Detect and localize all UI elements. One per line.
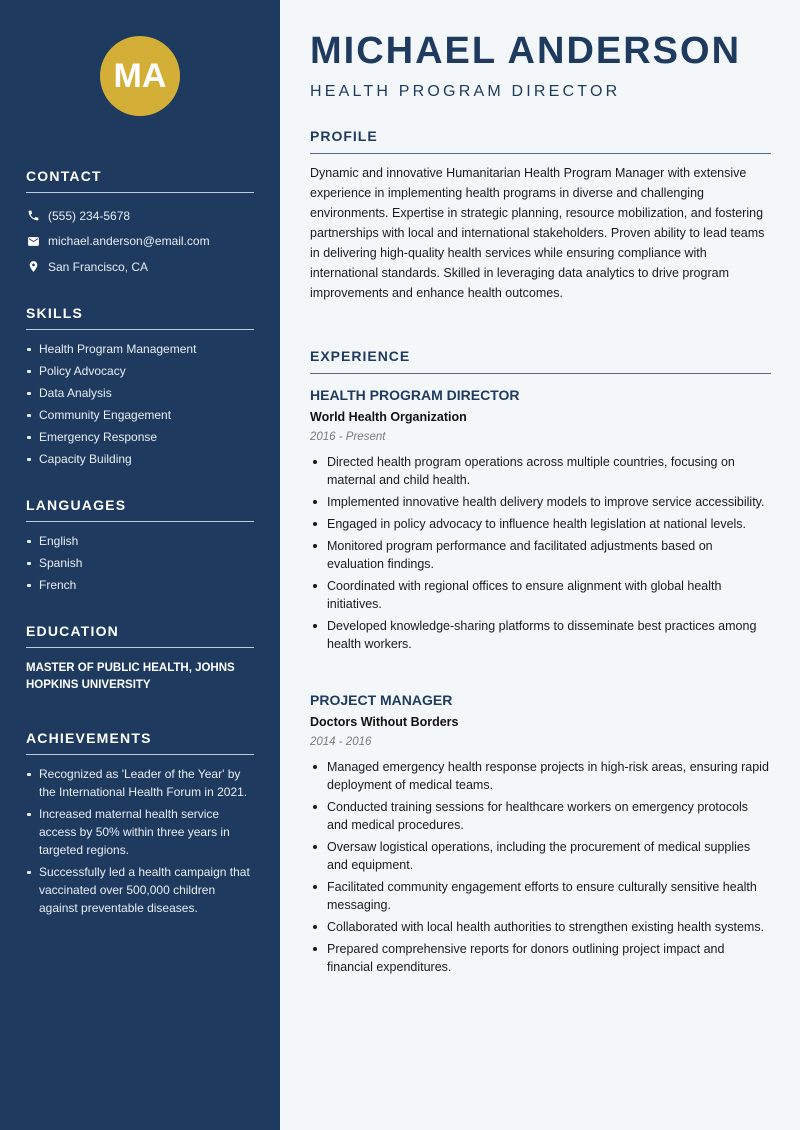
profile-heading: PROFILE bbox=[310, 128, 771, 154]
languages-section bbox=[26, 497, 254, 598]
candidate-title: HEALTH PROGRAM DIRECTOR bbox=[310, 83, 621, 100]
education-heading: EDUCATION bbox=[26, 623, 254, 648]
profile-text: Dynamic and innovative Humanitarian Health Program Manager with extensive experience in implementing health programs in diverse and challenging environments. Expertise in strategic planning, resource mobilization, and fostering partnerships with local and international stakeholders. Proven ability to lead teams in delivering high-quality health services while ensuring compliance with international standards. Skilled in leveraging data analytics to drive program improvements and enhance health outcomes. bbox=[310, 166, 765, 300]
language-item: Spanish bbox=[26, 554, 254, 572]
location-pin-icon bbox=[26, 260, 40, 274]
education-degree: MASTER OF PUBLIC HEALTH, JOHNS HOPKINS UNIVERSITY bbox=[26, 662, 235, 691]
job-title: HEALTH PROGRAM DIRECTOR bbox=[310, 387, 520, 403]
location-text: San Francisco, CA bbox=[48, 259, 149, 274]
email-icon bbox=[26, 234, 40, 248]
phone-icon bbox=[26, 209, 40, 223]
skills-section bbox=[26, 305, 254, 472]
job-bullet: Directed health program operations across multiple countries, focusing on maternal and child health. bbox=[310, 453, 771, 489]
job-bullet: Monitored program performance and facilitated adjustments based on evaluation findings. bbox=[310, 537, 771, 573]
skills-heading: SKILLS bbox=[26, 305, 254, 330]
skills-list bbox=[26, 340, 254, 468]
job-dates: 2016 - Present bbox=[310, 431, 386, 443]
job-bullet: Oversaw logistical operations, including the procurement of medical supplies and equipment. bbox=[310, 838, 771, 874]
languages-list bbox=[26, 532, 254, 594]
contact-heading: CONTACT bbox=[26, 168, 254, 193]
language-item: French bbox=[26, 576, 254, 594]
job-bullet: Collaborated with local health authorities to strengthen existing health systems. bbox=[310, 918, 771, 936]
skill-item: Capacity Building bbox=[26, 450, 254, 468]
job-bullet: Coordinated with regional offices to ensure alignment with global health initiatives. bbox=[310, 577, 771, 613]
education-section bbox=[26, 623, 254, 694]
job-bullet: Implemented innovative health delivery models to improve service accessibility. bbox=[310, 493, 771, 511]
job-company: Doctors Without Borders bbox=[310, 715, 459, 729]
language-item: English bbox=[26, 532, 254, 550]
job-bullets bbox=[310, 453, 771, 653]
skill-item: Policy Advocacy bbox=[26, 362, 254, 380]
job-company: World Health Organization bbox=[310, 410, 467, 424]
contact-list bbox=[26, 203, 254, 280]
skill-item: Data Analysis bbox=[26, 384, 254, 402]
job-bullet: Managed emergency health response projects in high-risk areas, ensuring rapid deployment of medical teams. bbox=[310, 758, 771, 794]
achievements-section bbox=[26, 730, 254, 921]
skill-item: Community Engagement bbox=[26, 406, 254, 424]
job-dates: 2014 - 2016 bbox=[310, 736, 372, 748]
email-text[interactable]: michael.anderson@email.com bbox=[48, 234, 210, 249]
phone-text[interactable]: (555) 234-5678 bbox=[48, 208, 131, 223]
contact-phone bbox=[26, 203, 254, 229]
skill-item: Emergency Response bbox=[26, 428, 254, 446]
avatar: MA bbox=[100, 36, 180, 116]
job-bullet: Conducted training sessions for healthcare workers on emergency protocols and medical procedures. bbox=[310, 798, 771, 834]
contact-location bbox=[26, 254, 254, 280]
achievement-item: Successfully led a health campaign that vaccinated over 500,000 children against preventable diseases. bbox=[26, 863, 254, 917]
experience-heading: EXPERIENCE bbox=[310, 348, 771, 374]
job-bullet: Engaged in policy advocacy to influence health legislation at national levels. bbox=[310, 515, 771, 533]
job-bullet: Developed knowledge-sharing platforms to disseminate best practices among health workers. bbox=[310, 617, 771, 653]
job-bullets bbox=[310, 758, 771, 976]
achievement-item: Recognized as 'Leader of the Year' by the International Health Forum in 2021. bbox=[26, 765, 254, 801]
candidate-name: MICHAEL ANDERSON bbox=[310, 30, 742, 72]
contact-section bbox=[26, 168, 254, 280]
job-bullet: Facilitated community engagement efforts to ensure culturally sensitive health messaging. bbox=[310, 878, 771, 914]
achievement-item: Increased maternal health service access by 50% within three years in targeted regions. bbox=[26, 805, 254, 859]
job-bullet: Prepared comprehensive reports for donors outlining project impact and financial expenditures. bbox=[310, 940, 771, 976]
job-entry bbox=[310, 386, 771, 657]
job-title: PROJECT MANAGER bbox=[310, 692, 453, 708]
languages-heading: LANGUAGES bbox=[26, 497, 254, 522]
achievements-heading: ACHIEVEMENTS bbox=[26, 730, 254, 755]
achievements-list bbox=[26, 765, 254, 917]
job-entry bbox=[310, 691, 771, 980]
contact-email bbox=[26, 229, 254, 255]
skill-item: Health Program Management bbox=[26, 340, 254, 358]
sidebar bbox=[0, 0, 280, 1130]
